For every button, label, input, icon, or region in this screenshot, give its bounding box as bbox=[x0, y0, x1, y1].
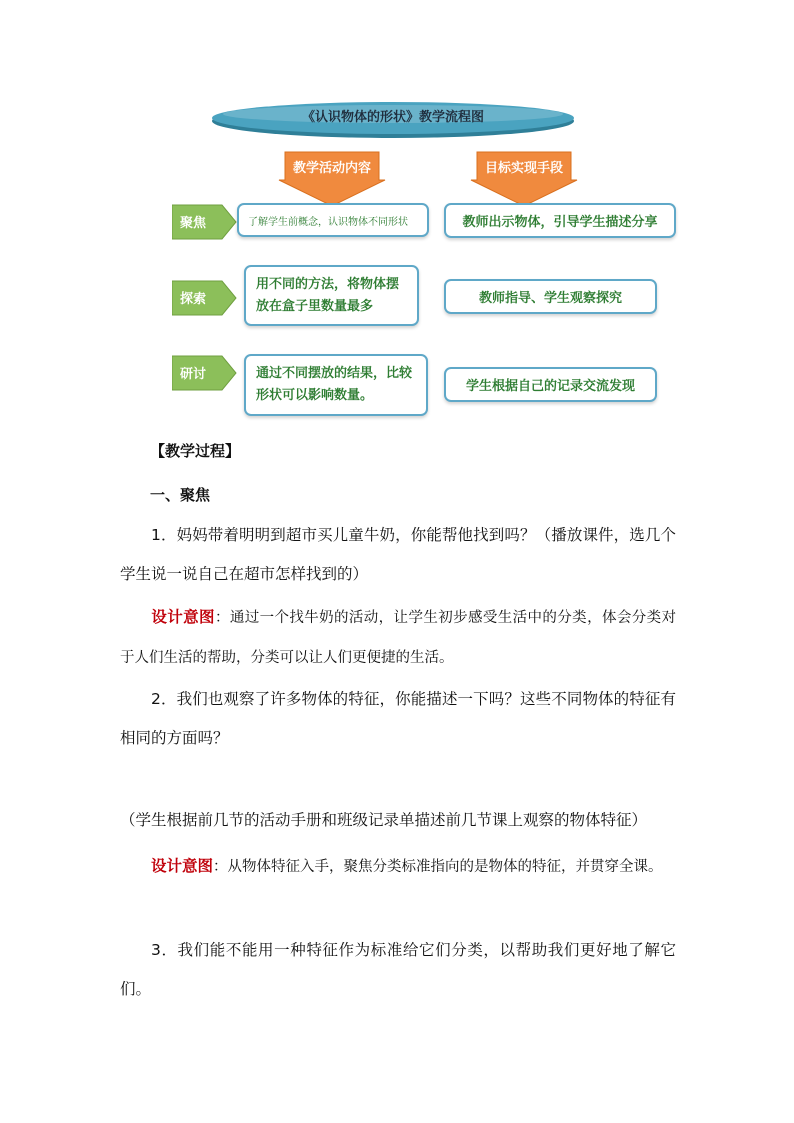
paragraph-1-text: 1．妈妈带着明明到超市买儿童牛奶，你能帮他找到吗？（播放课件，选几个学生说一说自己在超市怎样找到的） bbox=[120, 526, 676, 583]
stage-tag-discuss: 研讨 bbox=[180, 367, 207, 382]
paragraph-2-text: 2．我们也观察了许多物体的特征，你能描述一下吗？这些不同物体的特征有相同的方面吗？ bbox=[120, 690, 676, 747]
paragraph-3 bbox=[120, 931, 676, 1009]
content-column-header: 教学活动内容 bbox=[292, 161, 371, 176]
method-column-header: 目标实现手段 bbox=[484, 161, 563, 176]
design-intent-label: 设计意图 bbox=[151, 608, 215, 626]
stage-tag-focus: 聚焦 bbox=[180, 216, 207, 231]
paragraph-1 bbox=[120, 516, 676, 594]
design-intent-1 bbox=[120, 598, 676, 678]
stage-method-box: 教师指导、学生观察探究 bbox=[444, 279, 657, 314]
design-intent-2 bbox=[120, 847, 676, 887]
stage-method-box: 教师出示物体，引导学生描述分享 bbox=[444, 203, 676, 238]
section-title: 【教学过程】 bbox=[150, 442, 241, 460]
stage-content-box: 通过不同摆放的结果，比较形状可以影响数量。 bbox=[244, 354, 428, 416]
paragraph-2 bbox=[120, 680, 676, 758]
paragraph-2b-text: （学生根据前几节的活动手册和班级记录单描述前几节课上观察的物体特征） bbox=[120, 811, 648, 829]
design-intent-text: ：从物体特征入手，聚焦分类标准指向的是物体的特征，并贯穿全课。 bbox=[213, 859, 663, 875]
stage-content-box: 用不同的方法，将物体摆放在盒子里数量最多 bbox=[244, 265, 419, 326]
subsection-title: 一、聚焦 bbox=[150, 486, 211, 504]
paragraph-3-text: 3．我们能不能用一种特征作为标准给它们分类，以帮助我们更好地了解它们。 bbox=[120, 941, 676, 998]
paragraph-2b bbox=[120, 762, 676, 840]
design-intent-label: 设计意图 bbox=[151, 857, 214, 875]
stage-method-box: 学生根据自己的记录交流发现 bbox=[444, 367, 657, 402]
stage-tag-explore: 探索 bbox=[180, 292, 207, 307]
flowchart-title: 《认识物体的形状》教学流程图 bbox=[301, 110, 484, 125]
design-intent-text: ：通过一个找牛奶的活动，让学生初步感受生活中的分类，体会分类对于人们生活的帮助，分类可以让人们更便捷的生活。 bbox=[120, 610, 676, 666]
stage-content-box: 了解学生前概念，认识物体不同形状 bbox=[237, 203, 429, 237]
